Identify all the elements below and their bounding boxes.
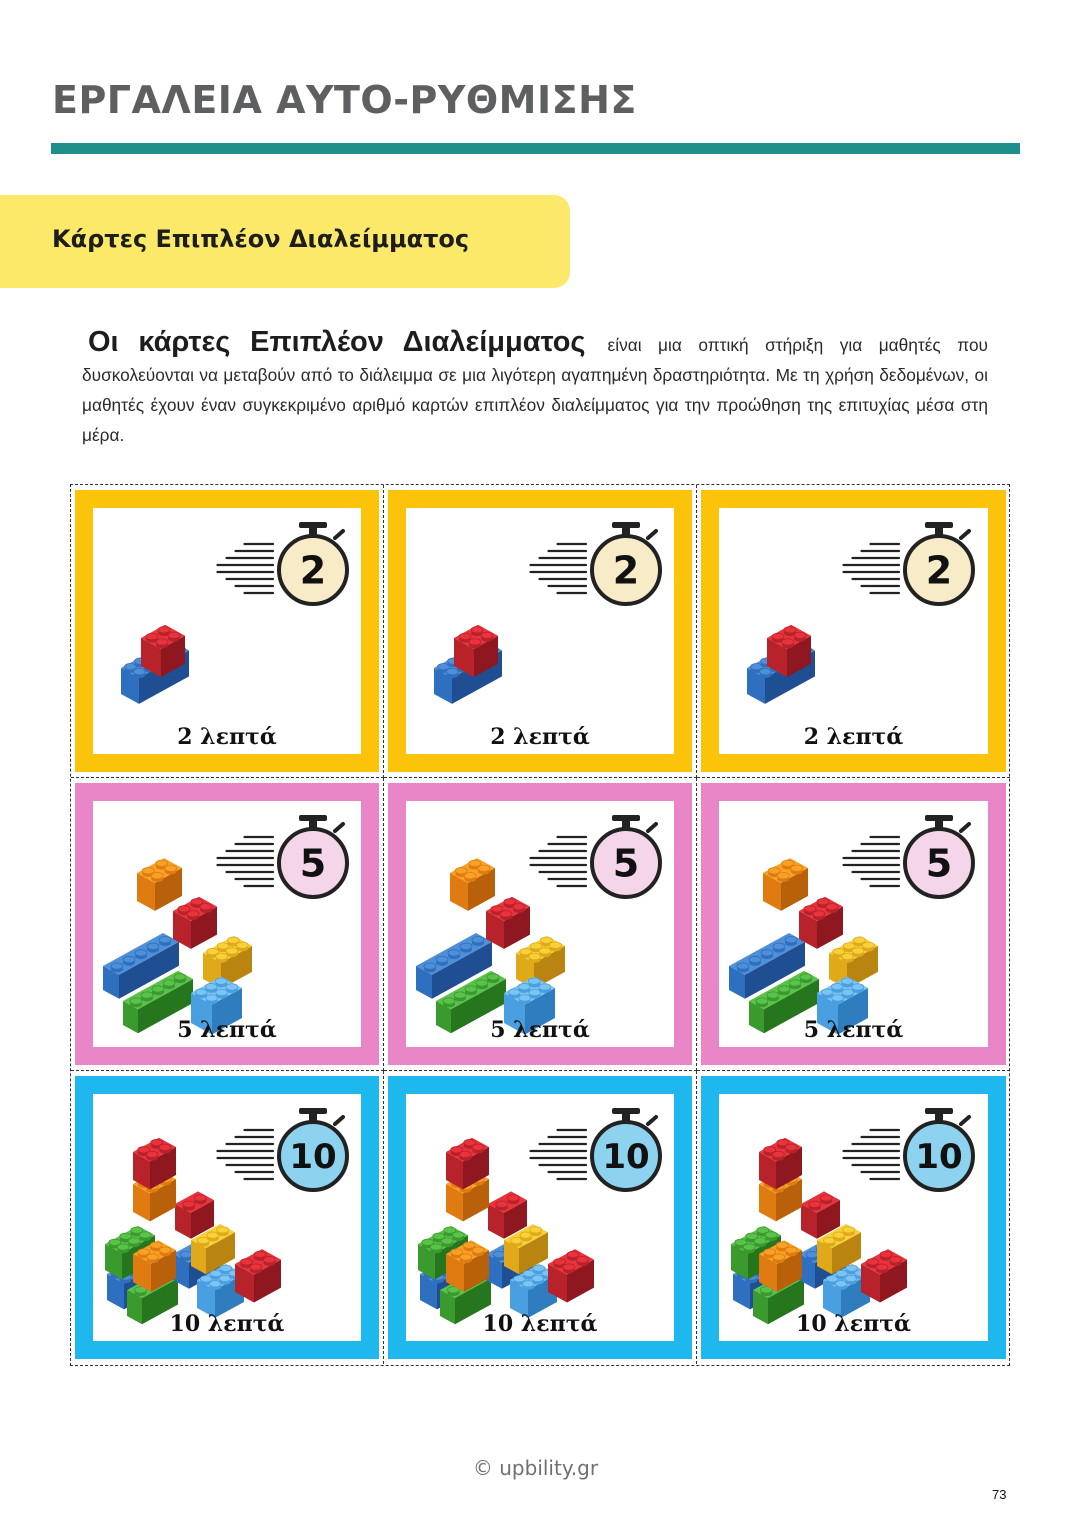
card-cell	[697, 778, 1010, 1071]
break-card	[75, 490, 379, 772]
timer-bricks-illustration	[93, 801, 360, 1044]
footer-copyright: © upbility.gr	[472, 1456, 599, 1480]
svg-text:2: 2	[299, 548, 327, 593]
bricks-icon	[729, 858, 878, 1034]
intro-body: είναι μια οπτική στήριξη για μαθητές που δυσκολεύονται να μεταβούν από το διάλειμμα σε μια λιγότερη αγαπημένη δραστηριότητα. Με τη χρήση δεδομένων, οι μαθητές έχουν έναν συγκεκριμένο αριθμό καρτών επιπλέον διαλείμματος για την προώθηση της επιτυχίας μέσα στη μέρα.	[82, 335, 988, 445]
card-cell	[71, 485, 384, 778]
stopwatch-icon	[531, 815, 661, 897]
bricks-icon	[747, 625, 815, 704]
card-label: 2 λεπτά	[177, 724, 277, 750]
stopwatch-icon	[844, 815, 974, 897]
card-cell	[71, 778, 384, 1071]
stopwatch-icon	[531, 522, 661, 604]
section-title: Κάρτες Επιπλέον Διαλείμματος	[52, 225, 470, 253]
timer-bricks-illustration	[93, 508, 360, 751]
timer-bricks-illustration	[406, 1094, 673, 1337]
stopwatch-icon	[218, 522, 348, 604]
page-number: 73	[992, 1487, 1007, 1502]
bricks-icon	[121, 625, 189, 704]
card-label: 2 λεπτά	[803, 724, 904, 750]
svg-text:5: 5	[299, 841, 327, 886]
intro-paragraph	[82, 327, 988, 450]
timer-bricks-illustration	[719, 508, 986, 751]
stopwatch-icon	[531, 1108, 661, 1190]
svg-text:10: 10	[915, 1137, 963, 1178]
timer-bricks-illustration	[93, 1094, 360, 1337]
card-cell	[384, 778, 697, 1071]
title-underline	[51, 143, 1020, 154]
svg-text:10: 10	[289, 1137, 337, 1178]
bricks-icon	[434, 625, 502, 704]
card-label: 5 λεπτά	[803, 1017, 904, 1043]
svg-text:2: 2	[925, 548, 953, 593]
timer-bricks-illustration	[406, 801, 673, 1044]
page-title: ΕΡΓΑΛΕΙΑ ΑΥΤΟ-ΡΥΘΜΙΣΗΣ	[52, 78, 637, 122]
bricks-icon	[103, 858, 252, 1034]
bricks-icon	[416, 858, 565, 1034]
card-label: 10 λεπτά	[796, 1311, 911, 1337]
card-label: 2 λεπτά	[490, 724, 590, 750]
card-label: 5 λεπτά	[177, 1017, 277, 1043]
timer-bricks-illustration	[719, 1094, 986, 1337]
svg-text:10: 10	[602, 1137, 650, 1178]
svg-text:5: 5	[612, 841, 640, 886]
svg-text:5: 5	[925, 841, 953, 886]
card-cell	[697, 485, 1010, 778]
break-card	[701, 490, 1006, 772]
break-card	[75, 783, 379, 1065]
stopwatch-icon	[218, 1108, 348, 1190]
card-cell	[697, 1071, 1010, 1364]
break-card	[701, 783, 1006, 1065]
timer-bricks-illustration	[719, 801, 986, 1044]
break-card	[388, 1076, 692, 1359]
break-card	[388, 783, 692, 1065]
svg-text:2: 2	[612, 548, 640, 593]
card-grid	[70, 484, 1010, 1366]
card-cell	[384, 485, 697, 778]
card-cell	[71, 1071, 384, 1364]
timer-bricks-illustration	[406, 508, 673, 751]
stopwatch-icon	[844, 522, 974, 604]
break-card	[701, 1076, 1006, 1359]
stopwatch-icon	[844, 1108, 974, 1190]
stopwatch-icon	[218, 815, 348, 897]
card-label: 10 λεπτά	[169, 1311, 285, 1337]
section-banner	[0, 195, 570, 288]
card-label: 5 λεπτά	[490, 1017, 590, 1043]
break-card	[388, 490, 692, 772]
card-label: 10 λεπτά	[482, 1311, 598, 1337]
break-card	[75, 1076, 379, 1359]
card-cell	[384, 1071, 697, 1364]
intro-lead: Οι κάρτες Επιπλέον Διαλείμματος	[88, 326, 586, 358]
